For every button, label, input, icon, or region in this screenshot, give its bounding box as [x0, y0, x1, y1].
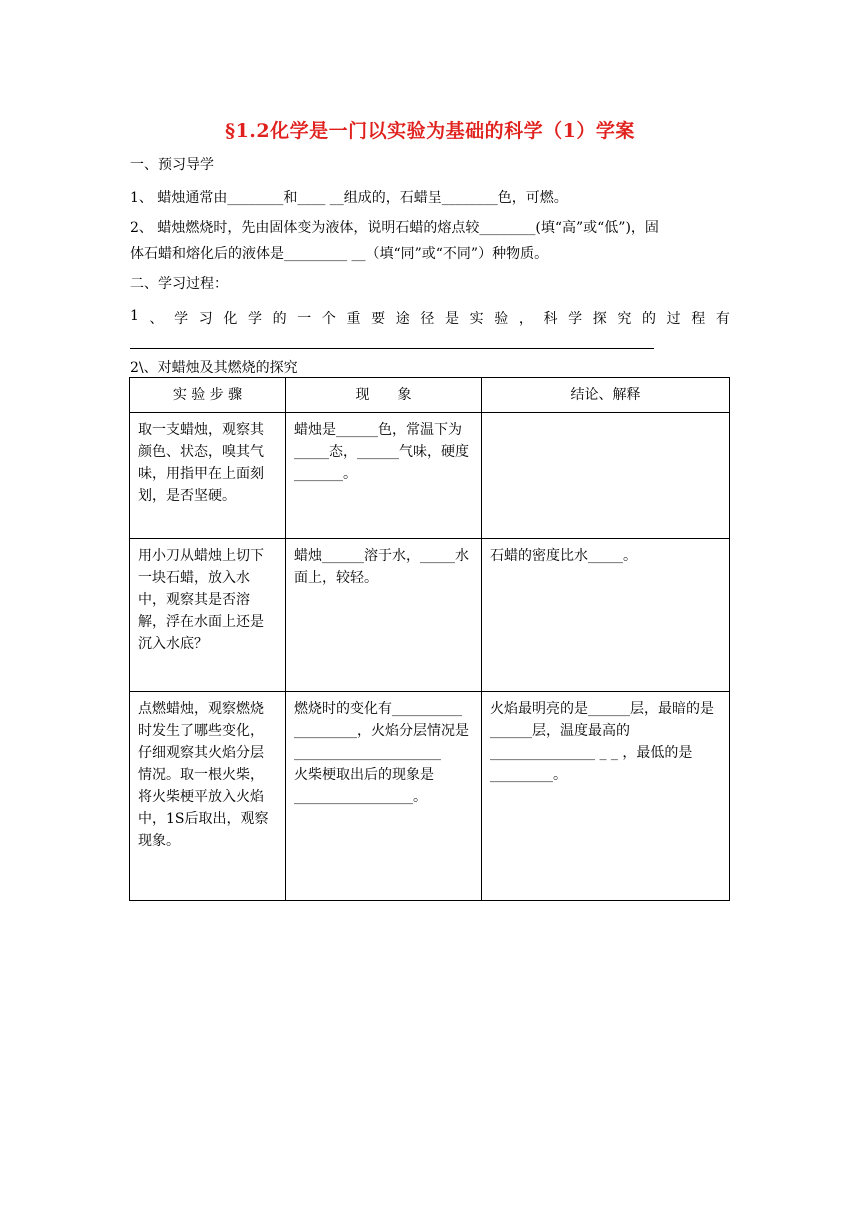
phenomenon-burning: 燃烧时的变化有__________ _________，火焰分层情况是_____________________ [294, 701, 469, 761]
phenomenon-cell: 蜡烛______溶于水，_____水面上，较轻。 [286, 539, 482, 692]
item-1-char: 重 [346, 311, 361, 327]
conclusion-cell: 石蜡的密度比水_____。 [482, 539, 730, 692]
phenomenon-match: 火柴梗取出后的现象是_________________。 [294, 767, 434, 805]
item-1-char: 途 [395, 311, 410, 327]
section1-heading: 一、预习导学 [130, 157, 214, 173]
item-1-char: 1 [130, 308, 139, 324]
page-title: §1.2化学是一门以实验为基础的科学（1）学案 [225, 120, 635, 142]
item-1-char: 学 [248, 311, 263, 327]
item-1-char: 探 [592, 311, 607, 327]
item-1-char: ， [518, 311, 533, 327]
question-1: 1、 蜡烛通常由________和____ __组成的，石蜡呈________色，可燃。 [130, 190, 568, 206]
item-1-char: 过 [666, 311, 681, 327]
item-1-char: 个 [321, 311, 336, 327]
item-1-char: 习 [198, 311, 213, 327]
item-1-char: 程 [691, 311, 706, 327]
step-cell: 取一支蜡烛，观察其颜色、状态，嗅其气味，用指甲在上面刻划，是否坚硬。 [130, 413, 286, 539]
table-row [130, 539, 730, 692]
table-row [130, 692, 730, 901]
item-2-label: 2\、对蜡烛及其燃烧的探究 [130, 360, 298, 376]
item-1-char: 的 [642, 311, 657, 327]
item-1-char: 学 [568, 311, 583, 327]
item-1-char: 有 [715, 311, 730, 327]
item-1-char: 验 [494, 311, 509, 327]
experiment-table [129, 377, 730, 901]
item-1-char: 要 [371, 311, 386, 327]
conclusion-cell [482, 413, 730, 539]
item-1-char: 实 [469, 311, 484, 327]
item-1-char: 径 [420, 311, 435, 327]
phenomenon-cell: 蜡烛是______色，常温下为_____态，______气味，硬度_______。 [286, 413, 482, 539]
item-1-char: 一 [297, 311, 312, 327]
question-2-line-1: 2、 蜡烛燃烧时，先由固体变为液体，说明石蜡的熔点较________(填“高”或“低”)，固 [130, 220, 659, 236]
item-1-char: 是 [445, 311, 460, 327]
header-steps: 实 验 步 骤 [130, 378, 286, 413]
step-cell: 点燃蜡烛，观察燃烧时发生了哪些变化，仔细观察其火焰分层情况。取一根火柴，将火柴梗平放入火焰中，1S后取出，观察现象。 [130, 692, 286, 901]
step-cell: 用小刀从蜡烛上切下一块石蜡，放入水中，观察其是否溶解，浮在水面上还是沉入水底？ [130, 539, 286, 692]
item-1-char: 学 [174, 311, 189, 327]
item-1-char: 、 [149, 311, 164, 327]
table-header-row [130, 378, 730, 413]
section2-heading: 二、学习过程： [130, 276, 228, 292]
answer-blank-line [130, 348, 654, 349]
item-1-char: 科 [543, 311, 558, 327]
conclusion-cell: 火焰最明亮的是______层，最暗的是______层，温度最高的_______________ _ _ ，最低的是_________。 [482, 692, 730, 901]
item-1-char: 化 [223, 311, 238, 327]
header-phenomenon: 现 象 [286, 378, 482, 413]
question-2-line-2: 体石蜡和熔化后的液体是_________ __（填“同”或“不同”）种物质。 [130, 246, 549, 262]
item-1-text [130, 308, 730, 328]
header-conclusion: 结论、解释 [482, 378, 730, 413]
table-row [130, 413, 730, 539]
item-1-char: 的 [272, 311, 287, 327]
phenomenon-cell [286, 692, 482, 901]
item-1-char: 究 [617, 311, 632, 327]
